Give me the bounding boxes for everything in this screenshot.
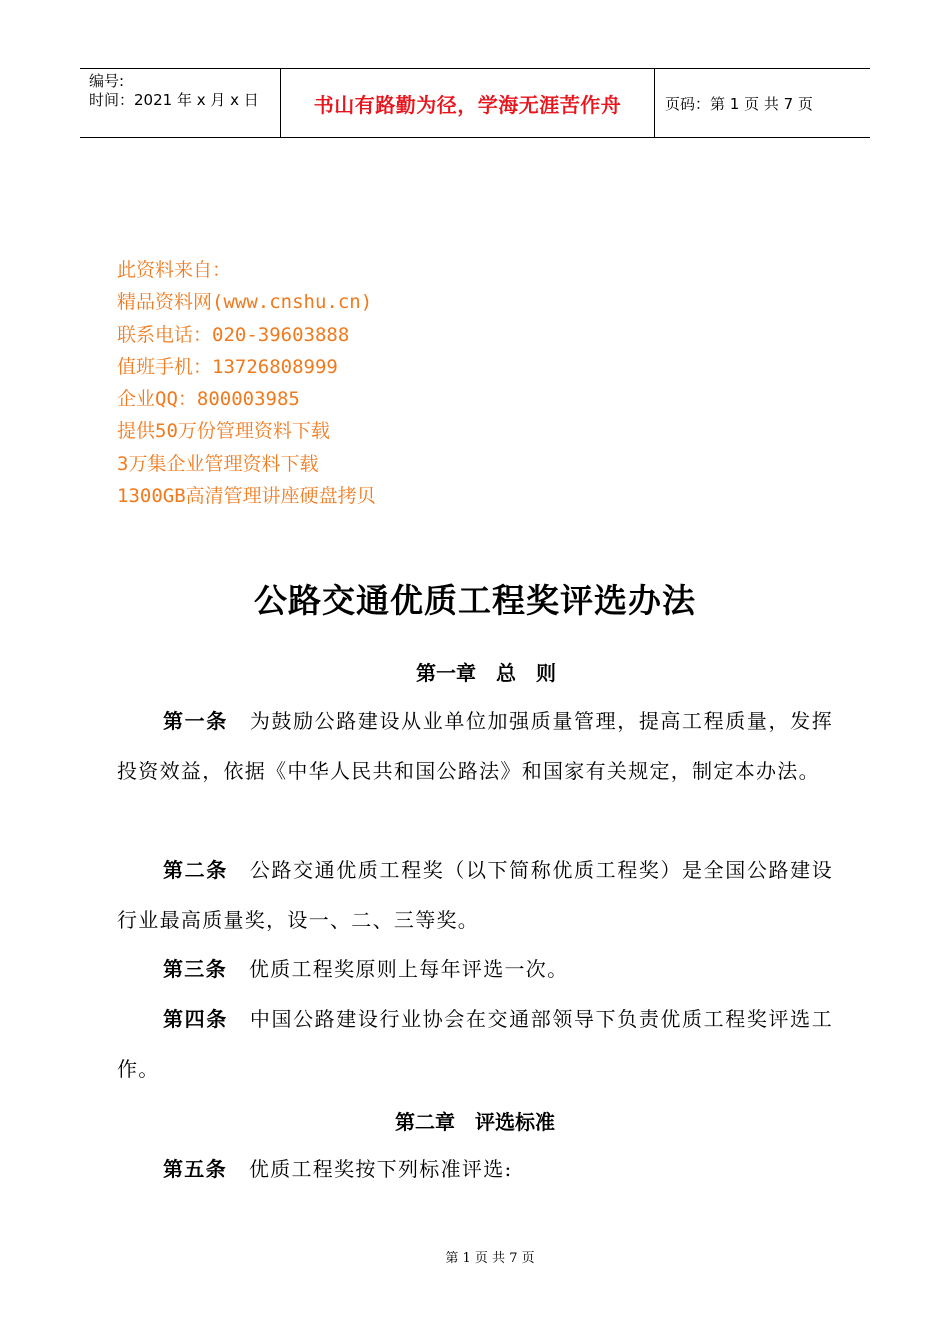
article-paragraph (117, 995, 833, 1094)
article-text: 为鼓励公路建设从业单位加强质量管理，提高工程质量，发挥投资效益，依据《中华人民共和国公路法》和国家有关规定，制定本办法。 (117, 709, 833, 783)
motto: 书山有路勤为径，学海无涯苦作舟 (281, 69, 655, 137)
page-info: 页码：第 1 页 共 7 页 (665, 94, 813, 113)
source-line: 提供50万份管理资料下载 (117, 420, 330, 443)
chapter-heading: 第一章 总 则 (416, 661, 556, 685)
source-line: 1300GB高清管理讲座硬盘拷贝 (117, 485, 376, 508)
chapter-heading: 第二章 评选标准 (395, 1110, 555, 1134)
article-label: 第一条 (163, 709, 228, 733)
article-label: 第四条 (163, 1007, 228, 1031)
article-text: 中国公路建设行业协会在交通部领导下负责优质工程奖评选工作。 (117, 1007, 833, 1081)
source-line: 3万集企业管理资料下载 (117, 452, 319, 475)
time-label: 时间：2021 年 x 月 x 日 (89, 91, 259, 109)
article-paragraph (117, 846, 833, 945)
article-paragraph (117, 945, 833, 995)
header-table (80, 68, 870, 138)
source-block (117, 254, 376, 512)
article-text: 优质工程奖按下列标准评选: (248, 1157, 513, 1181)
source-line: 值班手机：13726808999 (117, 355, 338, 378)
article-text: 优质工程奖原则上每年评选一次。 (248, 957, 569, 981)
source-line: 此资料来自： (117, 259, 232, 281)
source-line: 企业QQ：800003985 (117, 388, 300, 411)
header-left-cell (80, 69, 281, 137)
page-footer: 第 1 页 共 7 页 (445, 1251, 535, 1266)
article-label: 第三条 (163, 957, 227, 981)
article-paragraph (117, 1145, 833, 1195)
article-paragraph (117, 697, 833, 796)
document-title: 公路交通优质工程奖评选办法 (254, 581, 696, 620)
article-label: 第二条 (163, 858, 228, 882)
article-text: 公路交通优质工程奖（以下简称优质工程奖）是全国公路建设行业最高质量奖，设一、二、三等奖。 (117, 858, 833, 932)
article-label: 第五条 (163, 1157, 227, 1181)
source-line: 精品资料网(www.cnshu.cn) (117, 291, 373, 314)
number-label: 编号: (89, 72, 125, 90)
source-line: 联系电话：020-39603888 (117, 323, 350, 346)
